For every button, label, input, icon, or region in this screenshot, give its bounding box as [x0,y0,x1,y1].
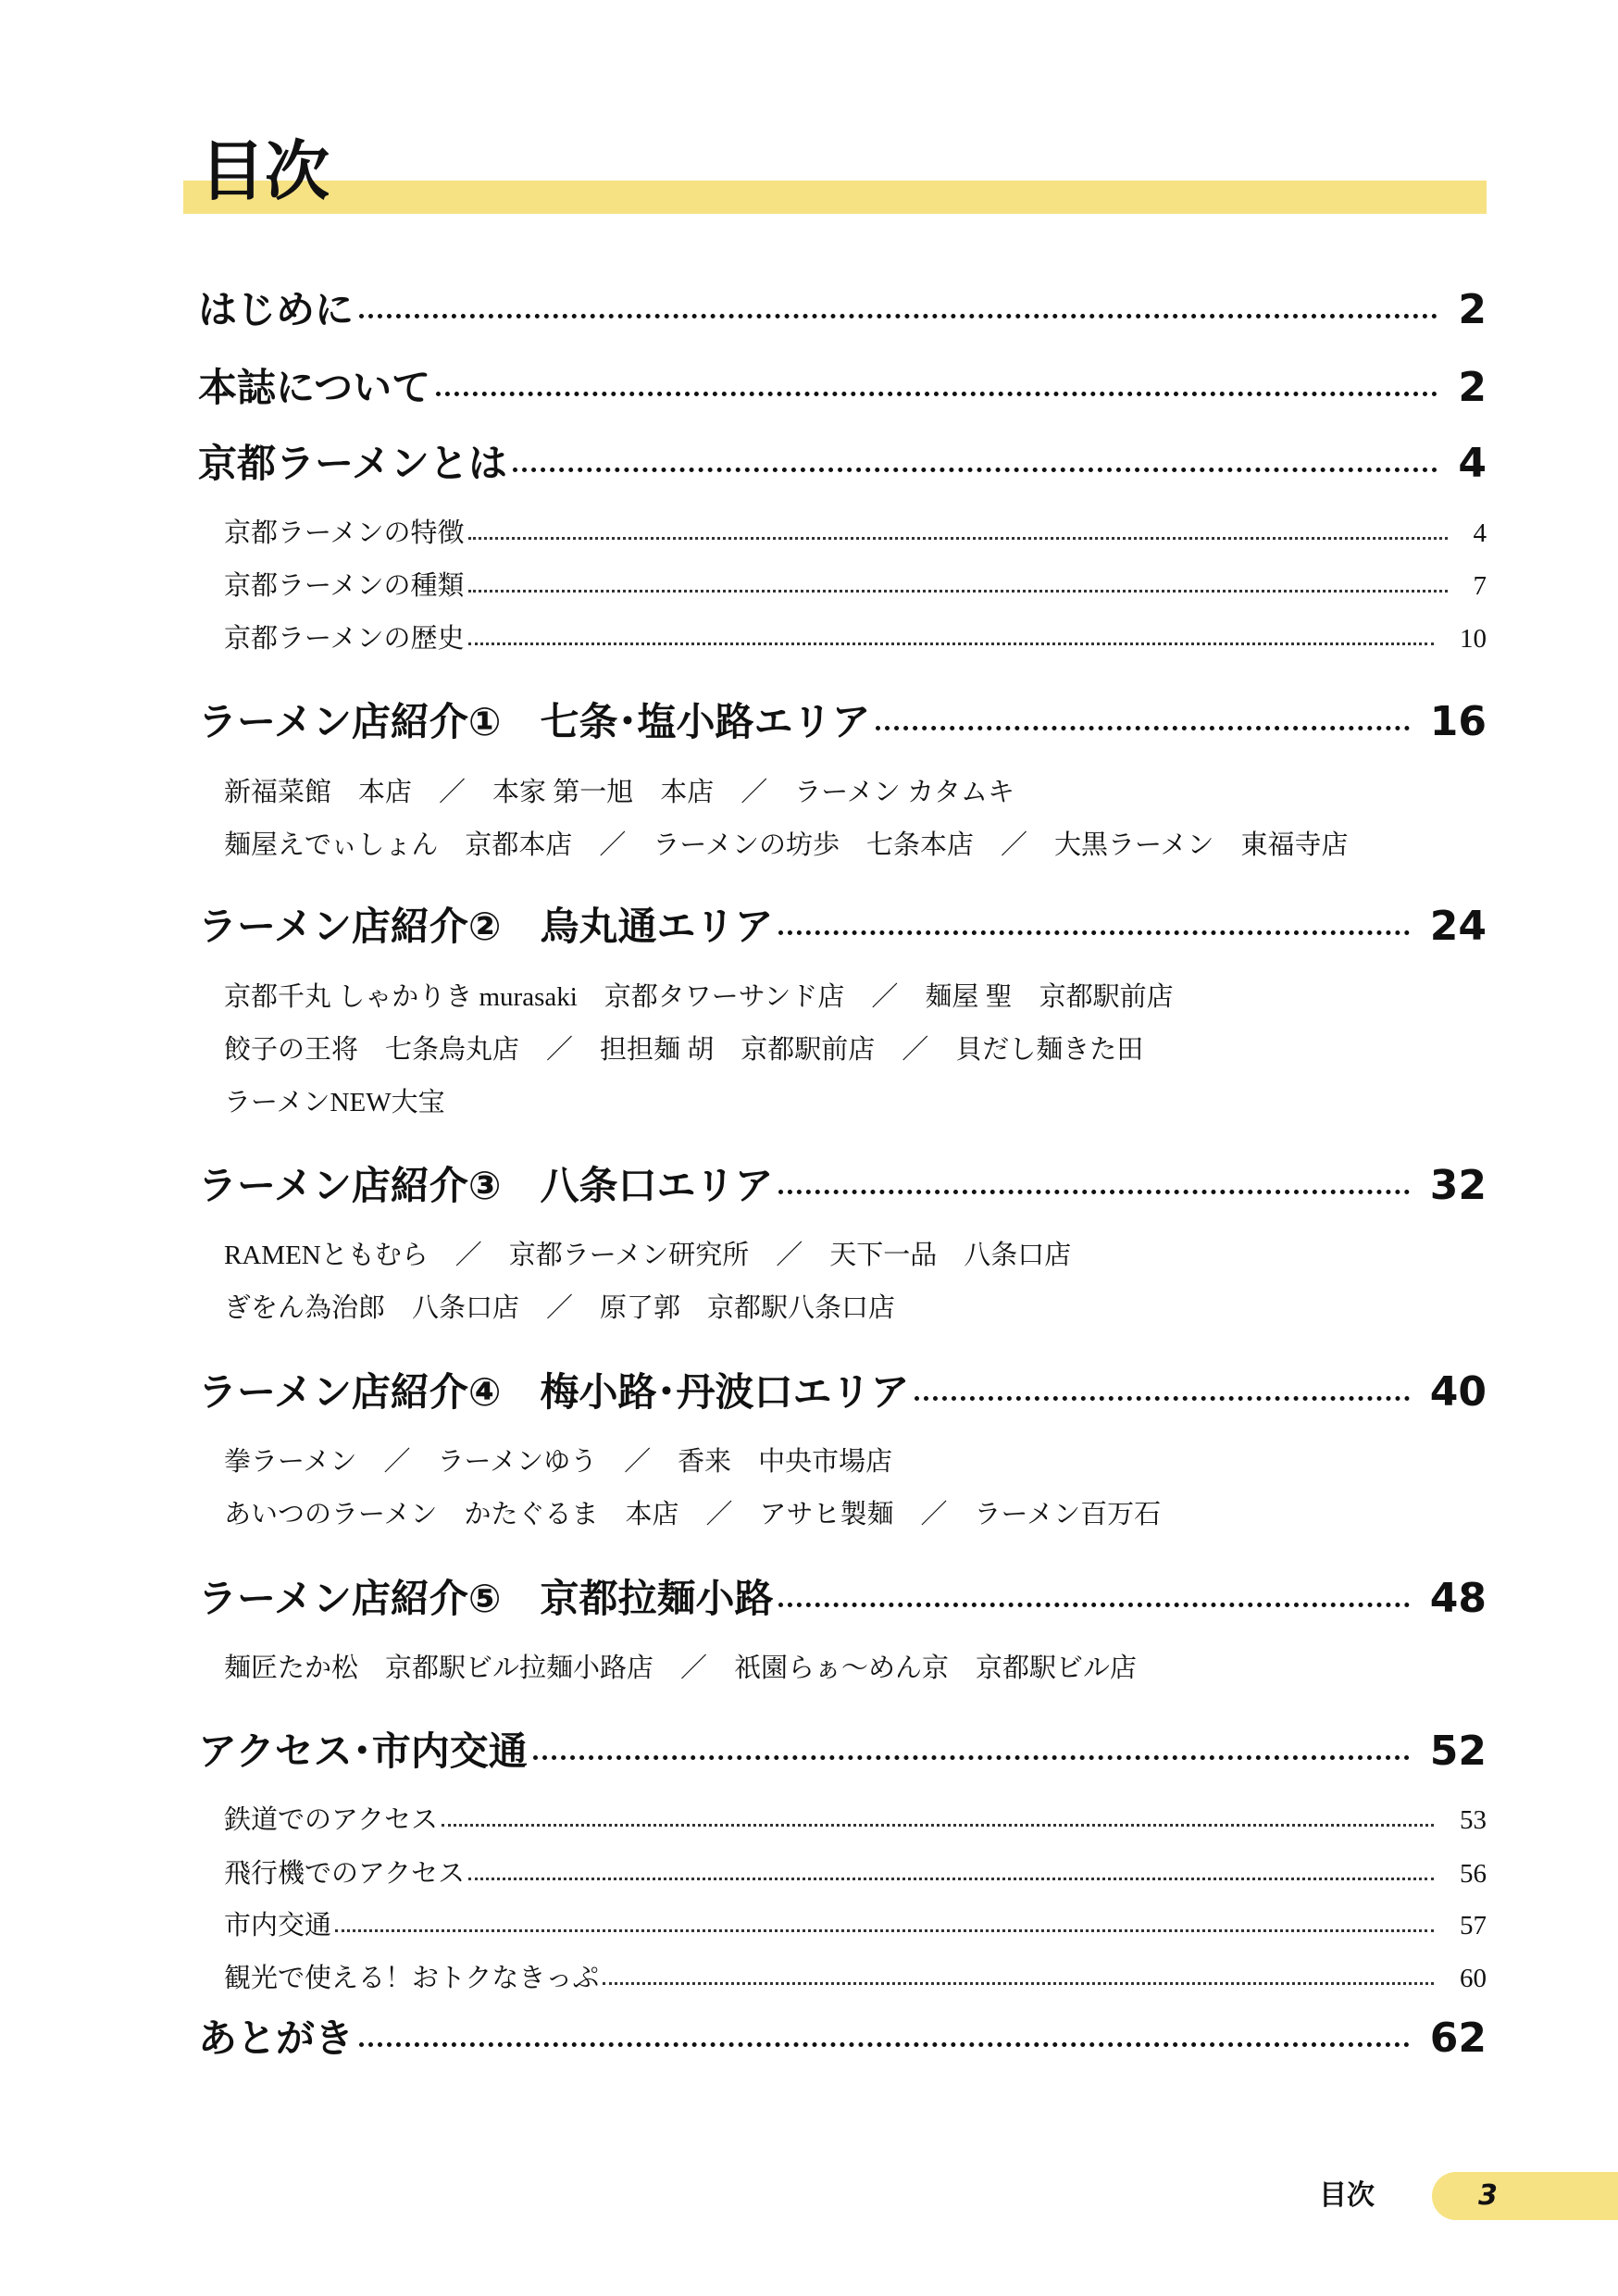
dot-leader [468,643,1434,645]
entry-label: 市内交通 [224,1911,332,1940]
toc-entry-main[interactable] [198,1160,1487,1212]
dot-leader [603,1982,1434,1985]
toc-entry-sub[interactable] [224,515,1487,552]
entry-page-number: 48 [1429,1575,1487,1622]
entry-page-number: 53 [1460,1805,1487,1835]
entry-label: ぎをん為治郎 八条口店 ／ 原了郭 京都駅八条口店 [224,1293,896,1323]
entry-page-number: 4 [1473,518,1487,548]
entry-page-number: 60 [1460,1964,1487,1993]
entry-page-number: 24 [1429,903,1487,950]
entry-label: 本誌について [198,365,431,410]
toc-entry-main[interactable] [198,362,1487,414]
entry-label: アクセス･市内交通 [198,1728,528,1774]
dot-leader [876,726,1409,730]
page-number: 3 [1478,2179,1498,2212]
page-number-badge [1432,2172,1618,2220]
dot-leader [442,1824,1434,1827]
toc-entry-main[interactable] [198,696,1487,748]
toc-entry-sub[interactable] [224,1802,1487,1839]
entry-label: ラーメンNEW大宝 [224,1088,445,1117]
entry-label: ラーメン店紹介③ 八条口エリア [198,1163,774,1208]
entry-label: 餃子の王将 七条烏丸店 ／ 担担麺 胡 京都駅前店 ／ 貝だし麺きた田 [224,1035,1144,1065]
toc-entry-main[interactable] [198,284,1487,336]
dot-leader [778,1190,1409,1194]
toc-entry-main[interactable] [198,901,1487,953]
entry-page-number: 52 [1429,1728,1487,1775]
entry-label: ラーメン店紹介① 七条･塩小路エリア [198,699,871,744]
entry-page-number: 4 [1458,440,1487,487]
shop-list-line [224,1031,1487,1068]
entry-label: 新福菜館 本店 ／ 本家 第一旭 本店 ／ ラーメン カタムキ [224,778,1015,807]
dot-leader [468,537,1448,540]
entry-label: 麺匠たか松 京都駅ビル拉麺小路店 ／ 祇園らぁ～めん京 京都駅ビル店 [224,1653,1138,1683]
entry-page-number: 62 [1429,2015,1487,2062]
entry-label: 飛行機でのアクセス [224,1859,466,1889]
dot-leader [915,1396,1409,1401]
entry-label: ラーメン店紹介② 烏丸通エリア [198,904,774,949]
toc-entry-main[interactable] [198,2013,1487,2065]
entry-label: 京都ラーメンの特徴 [224,518,465,548]
shop-list-line [224,1084,1487,1121]
entry-label: 京都ラーメンの歴史 [224,624,465,654]
shop-list-line [224,1443,1487,1480]
entry-label: 観光で使える！おトクなきっぷ [224,1964,600,1993]
entry-page-number: 40 [1429,1368,1487,1416]
entry-page-number: 16 [1429,698,1487,745]
entry-label: はじめに [198,287,355,332]
dot-leader [359,314,1438,318]
dot-leader [468,590,1448,593]
dot-leader [335,1929,1434,1932]
toc-entry-sub[interactable] [224,1907,1487,1944]
toc-entry-sub[interactable] [224,1855,1487,1892]
toc-entry-main[interactable] [198,1366,1487,1418]
entry-page-number: 2 [1458,286,1487,333]
toc-entry-main[interactable] [198,438,1487,490]
entry-page-number: 7 [1473,571,1487,601]
toc-entry-sub[interactable] [224,568,1487,605]
toc-entry-sub[interactable] [224,1960,1487,1997]
dot-leader [359,2042,1410,2047]
entry-label: あとがき [198,2015,355,2061]
toc-entry-sub[interactable] [224,620,1487,657]
toc-entry-main[interactable] [198,1573,1487,1625]
entry-page-number: 10 [1460,624,1487,654]
dot-leader [778,930,1409,935]
entry-page-number: 32 [1429,1162,1487,1209]
shop-list-line [224,1650,1487,1687]
shop-list-line [224,1496,1487,1533]
dot-leader [778,1603,1409,1607]
entry-label: 拳ラーメン ／ ラーメンゆう ／ 香来 中央市場店 [224,1447,893,1477]
dot-leader [513,468,1438,472]
entry-page-number: 2 [1458,364,1487,411]
entry-label: 京都ラーメンとは [198,441,507,486]
title-highlight-bar [183,181,1487,214]
shop-list-line [224,979,1487,1016]
entry-label: ラーメン店紹介⑤ 京都拉麺小路 [198,1576,774,1621]
dot-leader [436,392,1438,396]
entry-label: 麺屋えでぃしょん 京都本店 ／ ラーメンの坊歩 七条本店 ／ 大黒ラーメン 東福寺店 [224,830,1349,860]
shop-list-line [224,1237,1487,1274]
entry-page-number: 57 [1460,1911,1487,1940]
entry-page-number: 56 [1460,1859,1487,1889]
entry-label: ラーメン店紹介④ 梅小路･丹波口エリア [198,1369,910,1415]
shop-list-line [224,827,1487,864]
toc-entry-main[interactable] [198,1726,1487,1778]
entry-label: RAMENともむら ／ 京都ラーメン研究所 ／ 天下一品 八条口店 [224,1241,1072,1270]
entry-label: 京都ラーメンの種類 [224,571,465,601]
entry-label: あいつのラーメン かたぐるま 本店 ／ アサヒ製麺 ／ ラーメン百万石 [224,1500,1162,1529]
dot-leader [533,1755,1410,1760]
shop-list-line [224,1290,1487,1327]
footer-section-label: 目次 [1319,2179,1375,2212]
page-title: 目次 [200,133,330,209]
entry-label: 鉄道でのアクセス [224,1805,439,1835]
shop-list-line [224,774,1487,811]
dot-leader [468,1878,1434,1880]
entry-label: 京都千丸 しゃかりき murasaki 京都タワーサンド店 ／ 麺屋 聖 京都駅前店 [224,982,1174,1012]
